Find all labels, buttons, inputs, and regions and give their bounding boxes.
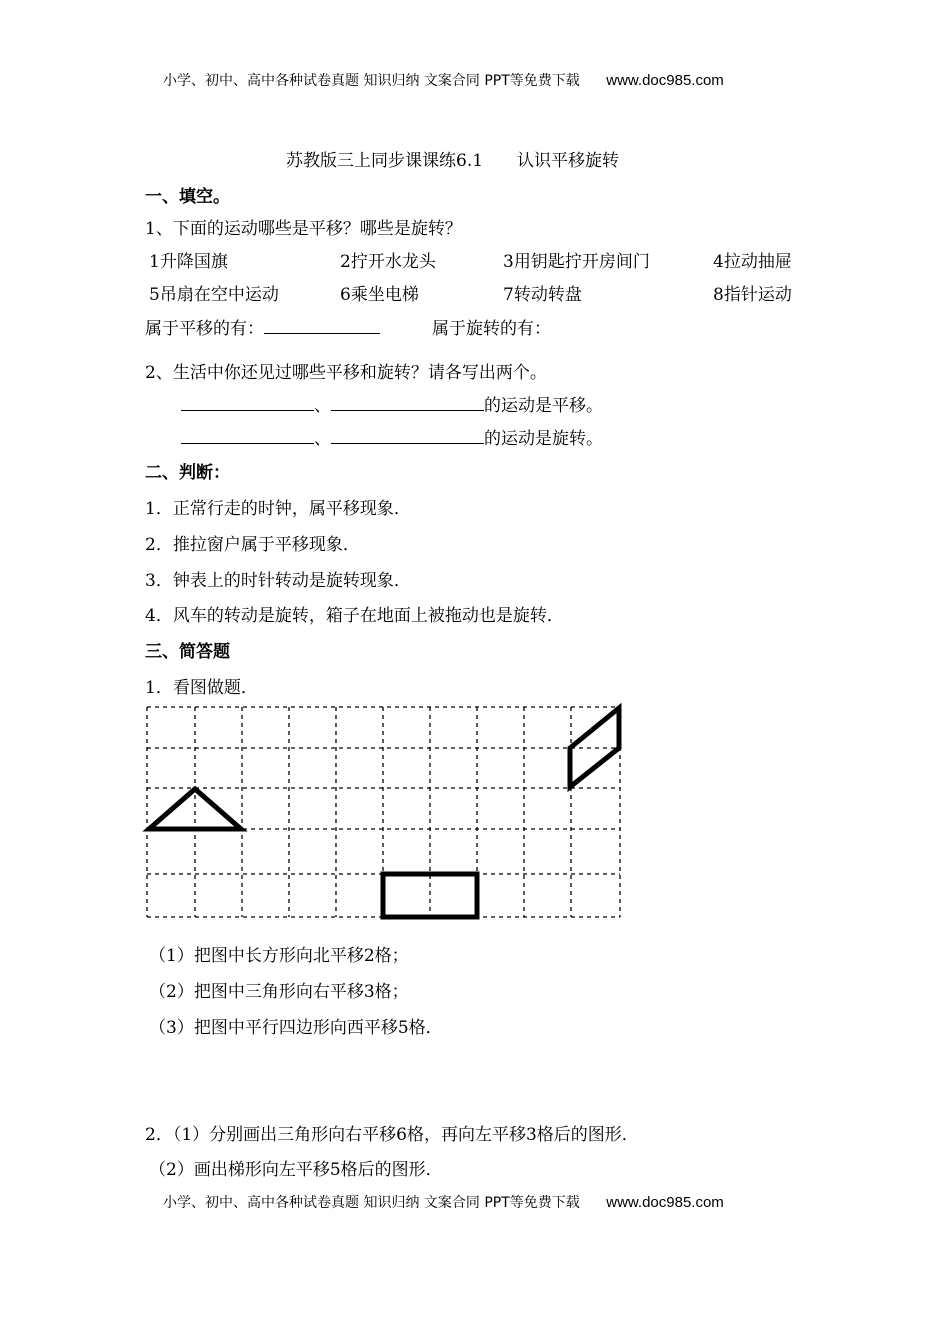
motion-item: 2拧开水龙头 — [340, 252, 436, 272]
translation-label: 属于平移的有： — [145, 319, 264, 339]
judge-item: 1．正常行走的时钟，属平移现象． — [145, 499, 411, 519]
sec3-q2b: （2）画出梯形向左平移5格后的图形． — [149, 1160, 443, 1180]
blank[interactable] — [181, 427, 314, 444]
page-header — [163, 70, 724, 90]
judge-item: 2．推拉窗户属于平移现象． — [145, 535, 360, 555]
motion-item: 4拉动抽屉 — [713, 252, 792, 272]
header-text: 小学、初中、高中各种试卷真题 知识归纳 文案合同 PPT等免费下载 — [163, 73, 580, 89]
footer-url[interactable]: www.doc985.com — [606, 1194, 724, 1211]
page-footer — [163, 1192, 724, 1212]
judge-item: 3．钟表上的时针转动是旋转现象． — [145, 571, 411, 591]
sec1-q2: 2、生活中你还见过哪些平移和旋转？请各写出两个。 — [145, 363, 547, 383]
motion-item: 3用钥匙拧开房间门 — [503, 252, 650, 272]
blank[interactable] — [331, 427, 484, 444]
separator: 、 — [314, 396, 331, 416]
sec3-q2a: 2．（1）分别画出三角形向右平移6格，再向左平移3格后的图形． — [145, 1125, 639, 1145]
page-title: 苏教版三上同步课课练6.1 认识平移旋转 — [286, 151, 620, 171]
blank[interactable] — [331, 394, 484, 411]
rotation-label: 属于旋转的有： — [432, 319, 551, 339]
motion-item: 1升降国旗 — [149, 252, 228, 272]
sub-question: （1）把图中长方形向北平移2格； — [149, 946, 409, 966]
translation-answer-row — [145, 314, 380, 339]
translation-examples-row — [181, 391, 603, 416]
translation-suffix: 的运动是平移。 — [484, 396, 603, 416]
motion-item: 5吊扇在空中运动 — [149, 285, 279, 305]
judge-item: 4．风车的转动是旋转，箱子在地面上被拖动也是旋转． — [145, 606, 564, 626]
sec3-q1: 1．看图做题． — [145, 678, 258, 698]
rotation-suffix: 的运动是旋转。 — [484, 429, 603, 449]
sub-question: （3）把图中平行四边形向西平移5格． — [149, 1018, 443, 1038]
motion-item: 7转动转盘 — [503, 285, 582, 305]
blank[interactable] — [181, 394, 314, 411]
motion-item: 6乘坐电梯 — [340, 285, 419, 305]
translation-blank[interactable] — [264, 317, 380, 334]
rotation-examples-row — [181, 424, 603, 449]
section2-heading: 二、判断： — [145, 463, 230, 483]
separator: 、 — [314, 429, 331, 449]
motion-item: 8指针运动 — [713, 285, 792, 305]
header-url[interactable]: www.doc985.com — [606, 72, 724, 89]
grid-figure — [140, 700, 630, 925]
footer-text: 小学、初中、高中各种试卷真题 知识归纳 文案合同 PPT等免费下载 — [163, 1195, 580, 1211]
sec1-q1: 1、下面的运动哪些是平移？哪些是旋转？ — [145, 219, 462, 239]
sub-question: （2）把图中三角形向右平移3格； — [149, 982, 409, 1002]
section3-heading: 三、简答题 — [145, 642, 230, 662]
section1-heading: 一、填空。 — [145, 187, 230, 207]
